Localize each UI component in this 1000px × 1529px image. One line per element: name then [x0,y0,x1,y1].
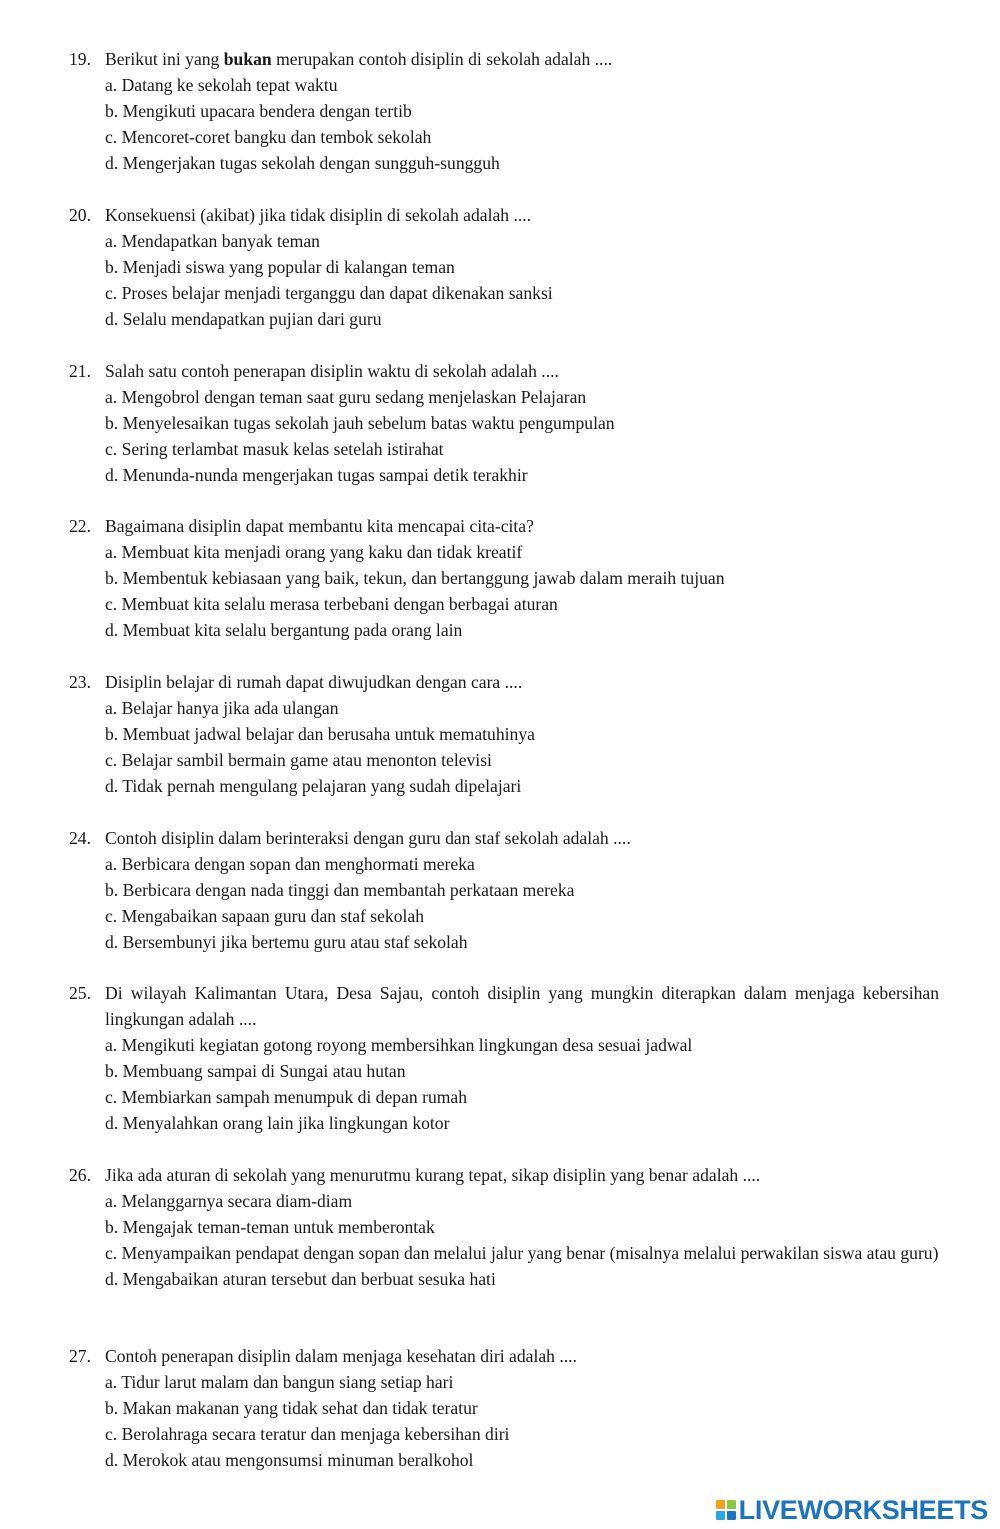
option-a[interactable]: a. Berbicara dengan sopan dan menghormati mereka [105,854,475,874]
question-27 [69,1343,939,1473]
option-b[interactable]: b. Berbicara dengan nada tinggi dan membantah perkataan mereka [105,880,575,900]
logo-square [727,1500,736,1509]
question-25 [69,980,939,1136]
option-c[interactable]: c. Mencoret-coret bangku dan tembok sekolah [105,127,432,147]
logo-square [716,1500,725,1509]
question-number: 20. [69,205,91,225]
option-c[interactable]: c. Berolahraga secara teratur dan menjaga kebersihan diri [105,1424,510,1444]
option-b[interactable]: b. Mengikuti upacara bendera dengan tertib [105,101,412,121]
question-24 [69,825,939,955]
option-a[interactable]: a. Membuat kita menjadi orang yang kaku dan tidak kreatif [105,542,523,562]
option-d[interactable]: d. Merokok atau mengonsumsi minuman beralkohol [105,1450,474,1470]
option-b[interactable]: b. Membuang sampai di Sungai atau hutan [105,1061,406,1081]
question-text-part: merupakan contoh disiplin di sekolah adalah .... [271,49,613,69]
liveworksheets-brand [716,1496,988,1524]
option-a[interactable]: a. Mendapatkan banyak teman [105,231,320,251]
option-c[interactable]: c. Mengabaikan sapaan guru dan staf sekolah [105,906,425,926]
question-23 [69,669,939,799]
option-c[interactable]: c. Sering terlambat masuk kelas setelah istirahat [105,439,444,459]
logo-square [716,1511,725,1520]
option-d[interactable]: d. Selalu mendapatkan pujian dari guru [105,309,382,329]
option-d[interactable]: d. Membuat kita selalu bergantung pada orang lain [105,620,463,640]
option-c[interactable]: c. Belajar sambil bermain game atau menonton televisi [105,750,492,770]
option-b[interactable]: b. Mengajak teman-teman untuk memberontak [105,1217,435,1237]
question-number: 27. [69,1346,91,1366]
question-text: Contoh disiplin dalam berinteraksi dengan guru dan staf sekolah adalah .... [105,828,631,848]
option-d[interactable]: d. Tidak pernah mengulang pelajaran yang sudah dipelajari [105,776,522,796]
question-text: Salah satu contoh penerapan disiplin waktu di sekolah adalah .... [105,361,559,381]
option-c[interactable]: c. Proses belajar menjadi terganggu dan dapat dikenakan sanksi [105,283,553,303]
question-number: 19. [69,49,91,69]
brand-name: LIVEWORKSHEETS [738,1495,988,1525]
question-text: Di wilayah Kalimantan Utara, Desa Sajau, contoh disiplin yang mungkin diterapkan dalam menjaga kebersihan lingkungan adalah .... [105,983,939,1029]
option-d[interactable]: d. Bersembunyi jika bertemu guru atau staf sekolah [105,932,468,952]
option-a[interactable]: a. Tidur larut malam dan bangun siang setiap hari [105,1372,454,1392]
question-text: Contoh penerapan disiplin dalam menjaga kesehatan diri adalah .... [105,1346,577,1366]
logo-square [727,1511,736,1520]
option-a[interactable]: a. Mengikuti kegiatan gotong royong membersihkan lingkungan desa sesuai jadwal [105,1035,693,1055]
question-19 [69,46,939,176]
question-22 [69,513,939,643]
question-text: Konsekuensi (akibat) jika tidak disiplin di sekolah adalah .... [105,205,532,225]
question-number: 22. [69,516,91,536]
option-d[interactable]: d. Mengabaikan aturan tersebut dan berbuat sesuka hati [105,1269,496,1289]
question-20 [69,202,939,332]
option-d[interactable]: d. Menunda-nunda mengerjakan tugas sampai detik terakhir [105,465,528,485]
option-a[interactable]: a. Datang ke sekolah tepat waktu [105,75,338,95]
question-number: 24. [69,828,91,848]
option-d[interactable]: d. Mengerjakan tugas sekolah dengan sungguh-sungguh [105,153,500,173]
question-number: 26. [69,1165,91,1185]
question-26 [69,1162,939,1292]
liveworksheets-logo-icon [716,1500,736,1520]
question-number: 21. [69,361,91,381]
option-a[interactable]: a. Mengobrol dengan teman saat guru sedang menjelaskan Pelajaran [105,387,587,407]
option-b[interactable]: b. Menjadi siswa yang popular di kalangan teman [105,257,455,277]
option-a[interactable]: a. Melanggarnya secara diam-diam [105,1191,353,1211]
option-b[interactable]: b. Makan makanan yang tidak sehat dan tidak teratur [105,1398,478,1418]
question-text: Bagaimana disiplin dapat membantu kita mencapai cita-cita? [105,516,534,536]
option-b[interactable]: b. Membuat jadwal belajar dan berusaha untuk mematuhinya [105,724,535,744]
option-c[interactable]: c. Membiarkan sampah menumpuk di depan rumah [105,1087,468,1107]
option-c[interactable]: c. Menyampaikan pendapat dengan sopan dan melalui jalur yang benar (misalnya melalui perwakilan siswa atau guru) [105,1243,939,1263]
question-21 [69,358,939,488]
question-text [105,46,939,72]
option-b[interactable]: b. Menyelesaikan tugas sekolah jauh sebelum batas waktu pengumpulan [105,413,615,433]
question-text: Disiplin belajar di rumah dapat diwujudkan dengan cara .... [105,672,523,692]
question-number: 23. [69,672,91,692]
question-text: Jika ada aturan di sekolah yang menurutmu kurang tepat, sikap disiplin yang benar adalah .... [105,1165,761,1185]
option-c[interactable]: c. Membuat kita selalu merasa terbebani dengan berbagai aturan [105,594,558,614]
option-a[interactable]: a. Belajar hanya jika ada ulangan [105,698,339,718]
option-b[interactable]: b. Membentuk kebiasaan yang baik, tekun, dan bertanggung jawab dalam meraih tujuan [105,568,725,588]
option-d[interactable]: d. Menyalahkan orang lain jika lingkungan kotor [105,1113,450,1133]
question-text-part: Berikut ini yang [105,49,224,69]
question-number: 25. [69,983,91,1003]
question-text-emphasis: bukan [223,49,272,69]
